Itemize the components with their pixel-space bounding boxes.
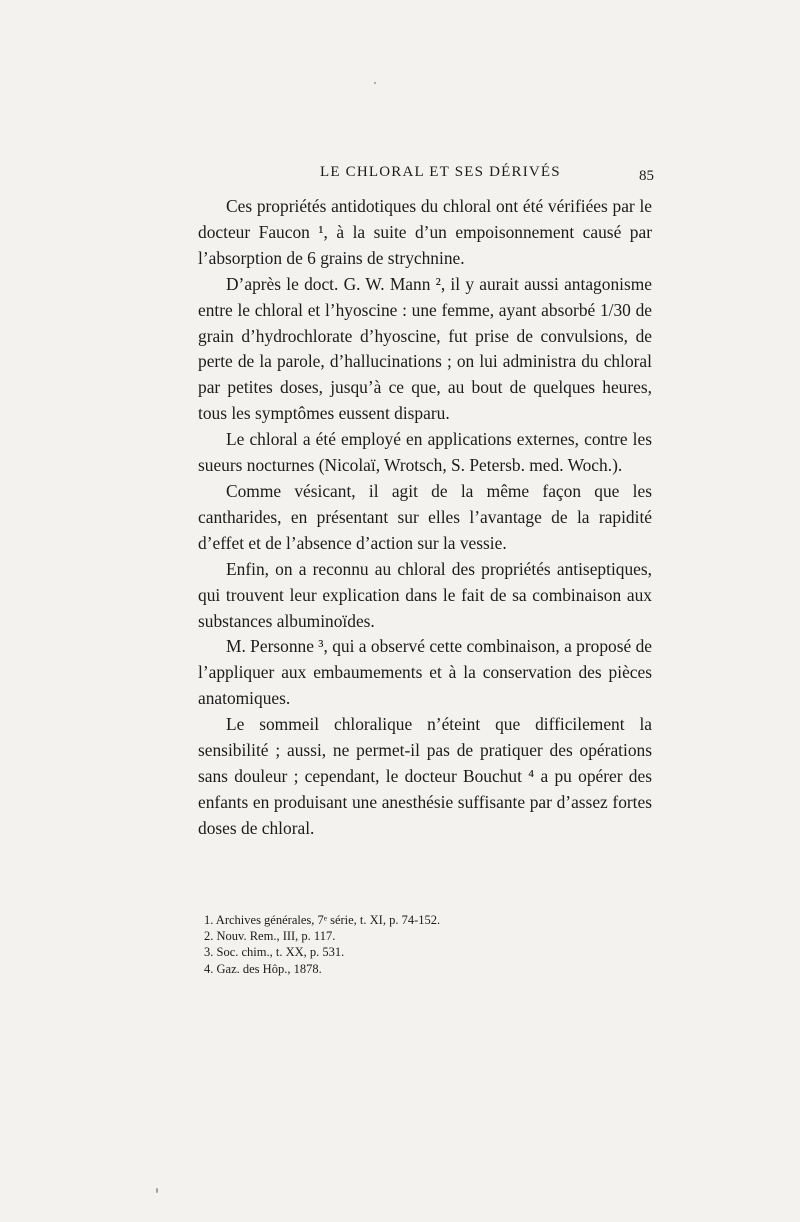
footnote-4: 4. Gaz. des Hôp., 1878. [204, 961, 322, 976]
paragraph-7: Le sommeil chloralique n’éteint que difficilement la sensibilité ; aussi, ne permet-il pas de pratiquer des opérations sans douleur ; cependant, le docteur Bouchut ⁴ a pu opérer des enfants en produisant une anesthésie suffisante par d’assez fortes doses de chloral. [198, 714, 652, 838]
body-text [198, 194, 652, 842]
paragraph-2: D’après le doct. G. W. Mann ², il y aurait aussi antagonisme entre le chloral et l’hyoscine : une femme, ayant absorbé 1/30 de grain d’hydrochlorate d’hyoscine, fut prise de convulsions, de perte de la parole, d’hallucinations ; on lui administra du chloral par petites doses, jusqu’à ce que, au bout de quelques heures, tous les symptômes eussent disparu. [198, 273, 652, 424]
running-head [200, 160, 660, 190]
paragraph-3: Le chloral a été employé en applications externes, contre les sueurs nocturnes (Nicolaï, Wrotsch, S. Petersb. med. Woch.). [198, 429, 652, 476]
running-head-title: LE CHLORAL ET SES DÉRIVÉS [320, 164, 561, 180]
paper-speck [156, 1188, 158, 1193]
paragraph-5: Enfin, on a reconnu au chloral des propriétés antiseptiques, qui trouvent leur explication dans le fait de sa combinaison aux substances albuminoïdes. [198, 558, 652, 631]
paragraph-4: Comme vésicant, il agit de la même façon que les cantharides, en présentant sur elles l’avantage de la rapidité d’effet et de l’absence d’action sur la vessie. [198, 480, 652, 553]
footnote-2: 2. Nouv. Rem., III, p. 117. [204, 929, 336, 944]
paper-speck [374, 82, 376, 84]
footnote-3: 3. Soc. chim., t. XX, p. 531. [204, 945, 345, 960]
footnotes [204, 912, 644, 977]
page-number: 85 [639, 168, 654, 184]
footnote-1: 1. Archives générales, 7ᵉ série, t. XI, p. 74-152. [204, 913, 441, 927]
paragraph-6: M. Personne ³, qui a observé cette combinaison, a proposé de l’appliquer aux embaumements et à la conservation des pièces anatomiques. [198, 636, 652, 709]
paragraph-1: Ces propriétés antidotiques du chloral ont été vérifiées par le docteur Faucon ¹, à la suite d’un empoisonnement causé par l’absorption de 6 grains de strychnine. [198, 196, 652, 268]
